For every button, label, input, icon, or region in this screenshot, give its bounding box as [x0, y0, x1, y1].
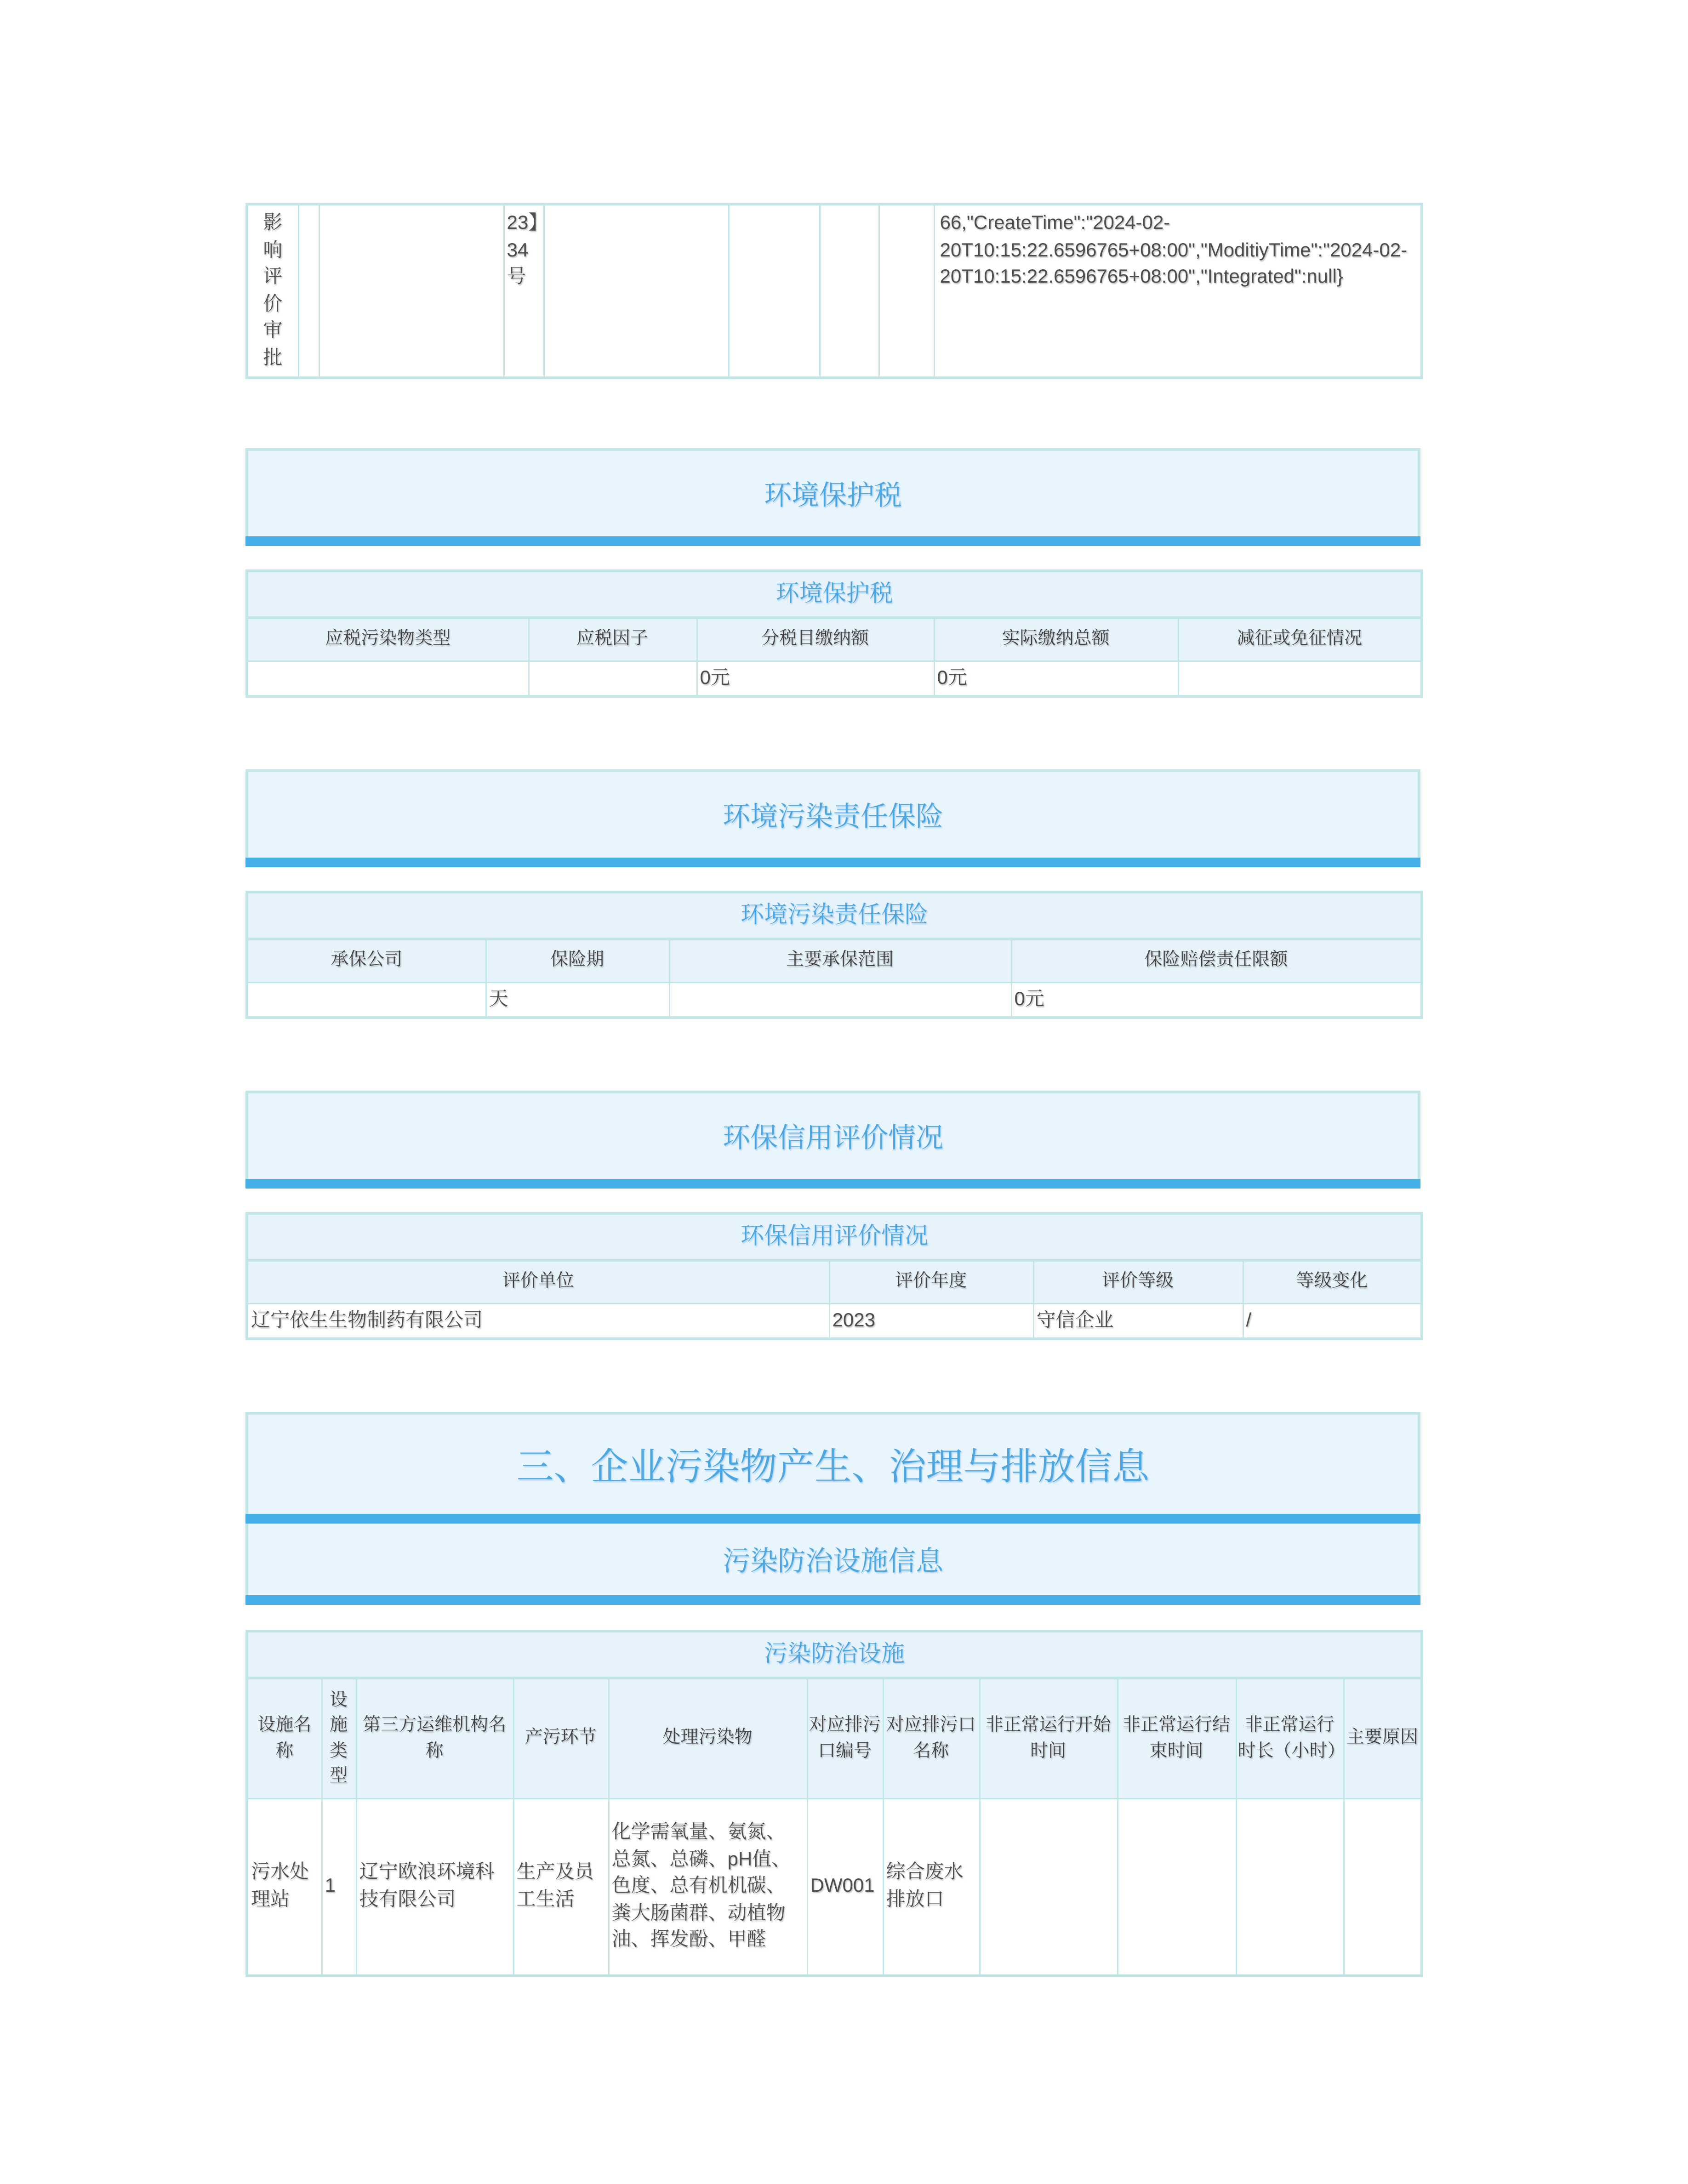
data-cell [1178, 660, 1422, 696]
section-title-box [245, 448, 1420, 536]
data-cell: 0元 [696, 660, 934, 696]
data-cell: / [1243, 1303, 1422, 1338]
section-credit-evaluation [245, 1090, 1420, 1340]
header-cell: 评价年度 [829, 1260, 1033, 1303]
spacer [245, 867, 1420, 890]
data-cell: 0元 [934, 660, 1178, 696]
header-cell: 承保公司 [247, 938, 485, 982]
data-cell: 2023 [829, 1303, 1033, 1338]
header-cell: 非正常运行时长（小时） [1236, 1678, 1343, 1798]
facility-name-cell: 污水处理站 [247, 1798, 321, 1975]
table-row [247, 1303, 1422, 1338]
pollutants-cell: 化学需氧量、氨氮、总氮、总磷、pH值、色度、总有机机碳、粪大肠菌群、动植物油、挥发酚、甲醛 [608, 1798, 807, 1975]
table-header-row [247, 1260, 1422, 1303]
section-title: 三、企业污染物产生、治理与排放信息 [516, 1446, 1150, 1488]
header-cell: 应税污染物类型 [247, 617, 528, 661]
abnormal-duration-cell [1236, 1798, 1343, 1975]
header-cell: 主要原因 [1343, 1678, 1422, 1798]
section-pollution-insurance [245, 769, 1420, 1018]
facilities-table [245, 1629, 1423, 1977]
empty-cell [543, 204, 728, 377]
table-row [247, 982, 1422, 1017]
tax-table [245, 569, 1423, 697]
spacer [245, 546, 1420, 569]
header-cell: 评价等级 [1033, 1260, 1243, 1303]
table-subtitle: 污染防治设施 [247, 1631, 1422, 1678]
section-title: 环保信用评价情况 [723, 1124, 943, 1155]
data-cell: 守信企业 [1033, 1303, 1243, 1338]
table-subtitle-row [247, 1213, 1422, 1260]
insurance-table [245, 890, 1423, 1018]
divider-bar [245, 536, 1420, 546]
header-cell: 保险赔偿责任限额 [1011, 938, 1422, 982]
outlet-name-cell: 综合废水排放口 [883, 1798, 979, 1975]
operator-cell: 辽宁欧浪环境科技有限公司 [356, 1798, 513, 1975]
divider-bar [245, 857, 1420, 867]
section-title-box [245, 1411, 1420, 1513]
abnormal-start-cell [979, 1798, 1117, 1975]
section-title-box [245, 1090, 1420, 1178]
table-subtitle-row [247, 892, 1422, 938]
empty-cell [819, 204, 878, 377]
table-header-row [247, 617, 1422, 661]
abnormal-end-cell [1117, 1798, 1236, 1975]
data-cell: 天 [485, 982, 669, 1017]
header-cell: 实际缴纳总额 [934, 617, 1178, 661]
data-cell [247, 982, 485, 1017]
header-cell: 应税因子 [528, 617, 696, 661]
approval-doc-number: 23】34号 [503, 204, 543, 377]
process-stage-cell: 生产及员工生活 [513, 1798, 608, 1975]
subsection-title-box [245, 1523, 1420, 1595]
table-subtitle: 环境污染责任保险 [247, 892, 1422, 938]
spacer [245, 1604, 1420, 1629]
table-subtitle-row [247, 1631, 1422, 1678]
credit-table [245, 1211, 1423, 1340]
empty-cell [298, 204, 319, 377]
outlet-code-cell: DW001 [807, 1798, 883, 1975]
header-cell: 等级变化 [1243, 1260, 1422, 1303]
report-content [245, 203, 1420, 1977]
section-title: 环境保护税 [764, 481, 902, 512]
divider-bar [245, 1513, 1420, 1523]
header-cell: 分税目缴纳额 [696, 617, 934, 661]
approval-table [245, 203, 1423, 379]
table-row [247, 660, 1422, 696]
approval-record-fragment: 66,"CreateTime":"2024-02-20T10:15:22.6596765+08:00","ModitiyTime":"2024-02-20T10:15:22.6596765+08:00","Integrated":null} [934, 204, 1422, 377]
approval-row-label: 影响评价审批 [247, 204, 298, 377]
header-cell: 主要承保范围 [669, 938, 1011, 982]
main-reason-cell [1343, 1798, 1422, 1975]
header-cell: 保险期 [485, 938, 669, 982]
data-cell [669, 982, 1011, 1017]
section-environmental-tax [245, 448, 1420, 697]
data-cell [528, 660, 696, 696]
facility-type-cell: 1 [321, 1798, 356, 1975]
header-cell: 减征或免征情况 [1178, 617, 1422, 661]
table-subtitle: 环保信用评价情况 [247, 1213, 1422, 1260]
empty-cell [878, 204, 934, 377]
data-cell: 0元 [1011, 982, 1422, 1017]
header-cell: 产污环节 [513, 1678, 608, 1798]
section-title-box [245, 769, 1420, 857]
table-header-row [247, 938, 1422, 982]
header-cell: 处理污染物 [608, 1678, 807, 1798]
approval-row [247, 204, 1422, 377]
empty-cell [728, 204, 819, 377]
divider-bar [245, 1595, 1420, 1604]
header-cell: 非正常运行结束时间 [1117, 1678, 1236, 1798]
table-subtitle-row [247, 570, 1422, 617]
header-cell: 非正常运行开始时间 [979, 1678, 1117, 1798]
table-row [247, 1798, 1422, 1975]
header-cell: 对应排污口名称 [883, 1678, 979, 1798]
header-cell: 第三方运维机构名称 [356, 1678, 513, 1798]
empty-cell [319, 204, 503, 377]
header-cell: 设施名称 [247, 1678, 321, 1798]
spacer [245, 1188, 1420, 1211]
data-cell: 辽宁依生生物制药有限公司 [247, 1303, 829, 1338]
subsection-title: 污染防治设施信息 [723, 1547, 943, 1578]
section-pollutant-info [245, 1411, 1420, 1977]
header-cell: 评价单位 [247, 1260, 829, 1303]
header-cell: 设施类型 [321, 1678, 356, 1798]
data-cell [247, 660, 528, 696]
table-subtitle: 环境保护税 [247, 570, 1422, 617]
table-header-row [247, 1678, 1422, 1798]
section-title: 环境污染责任保险 [723, 802, 943, 833]
header-cell: 对应排污口编号 [807, 1678, 883, 1798]
divider-bar [245, 1178, 1420, 1188]
